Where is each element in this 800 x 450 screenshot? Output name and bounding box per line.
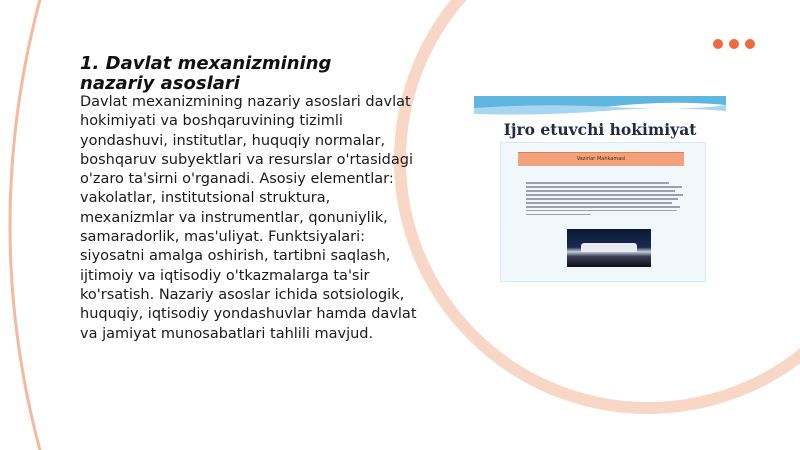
building-icon	[581, 243, 637, 252]
slide-heading: 1. Davlat mexanizmining nazariy asoslari	[80, 53, 332, 94]
left-arc	[10, 0, 42, 450]
thumbnail-photo	[567, 229, 651, 267]
dot-icon	[745, 39, 755, 49]
document-thumbnail	[474, 96, 726, 288]
dot-icon	[713, 39, 723, 49]
thumbnail-text-lines	[526, 182, 688, 218]
slide-body-text: Davlat mexanizmining nazariy asoslari davlat hokimiyati va boshqaruvining tizimli yondashuvi, institutlar, huquqiy normalar, boshqaruv subyektlari va resurslar o'rtasidagi o'zaro ta'sirni o'rganadi. Asosiy elementlar: vakolatlar, institutsional struktura, mexanizmlar va instrumentlar, qonuniylik, samaradorlik, mas'uliyat. Funktsiyalari: siyosatni amalga oshirish, tartibni saqlash, ijtimoiy va iqtisodiy o'tkazmalarga ta'sir ko'rsatish. Nazariy asoslar ichida sotsiologik, huquqiy, iqtisodiy yondashuvlar hamda davlat va jamiyat munosabatlari tahlili mavjud.	[80, 94, 417, 342]
thumbnail-banner: Vazirlar Mahkamasi	[518, 152, 684, 166]
dots-icon	[713, 39, 755, 49]
thumbnail-header-wave	[474, 96, 726, 120]
thumbnail-title: Ijro etuvchi hokimiyat	[503, 120, 697, 139]
dot-icon	[729, 39, 739, 49]
